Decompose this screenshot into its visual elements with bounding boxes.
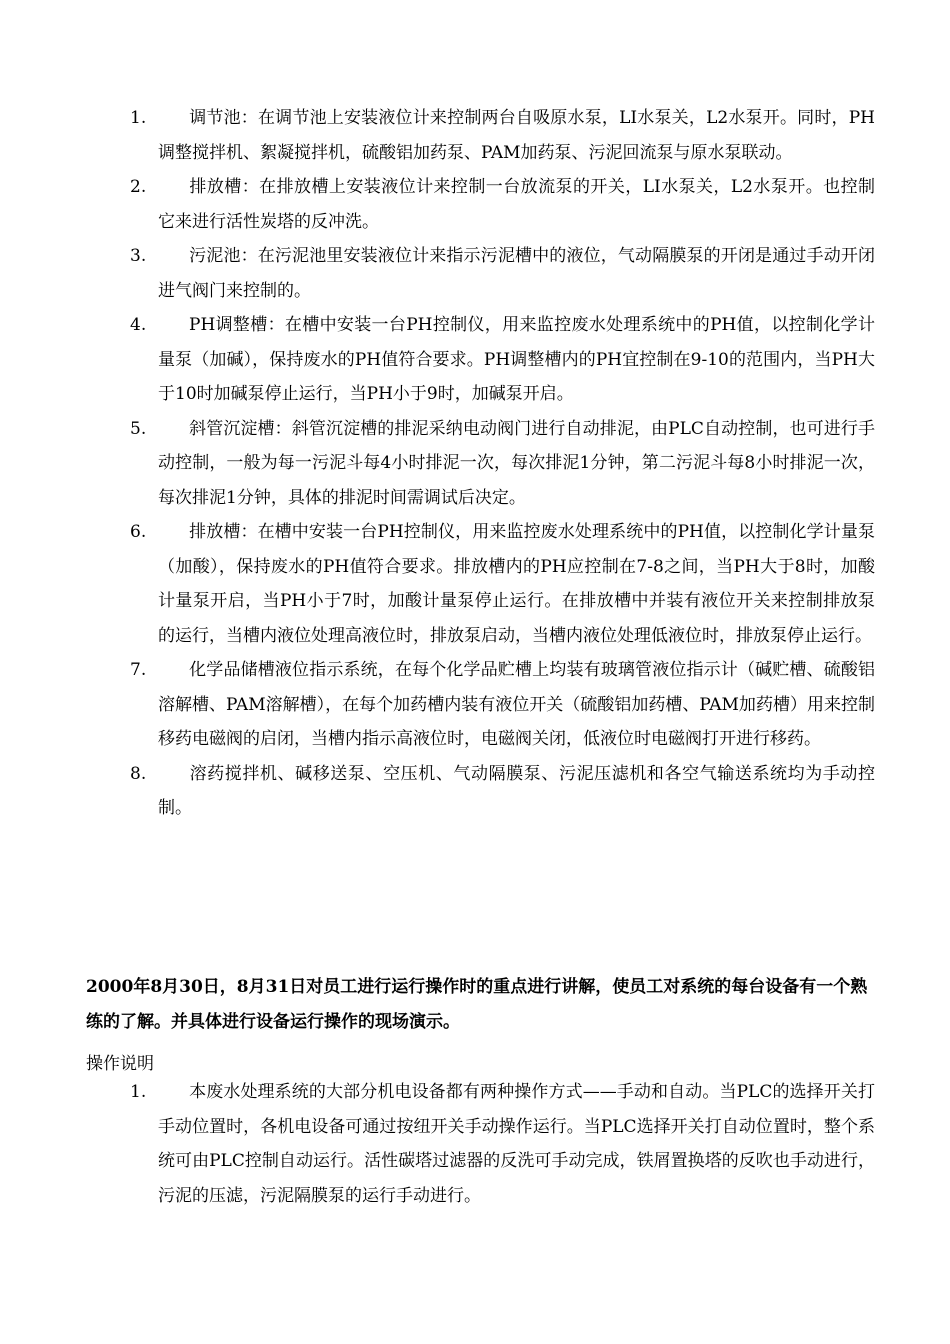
list-item-text: 排放槽：在排放槽上安装液位计来控制一台放流泵的开关，LI水泵关，L2水泵开。也控制它来进行活性炭塔的反冲洗。 [158,177,875,232]
list-item [0,515,950,653]
list-item-text: 斜管沉淀槽：斜管沉淀槽的排泥采纳电动阀门进行自动排泥，由PLC自动控制，也可进行手动控制，一般为每一污泥斗每4小时排泥一次，每次排泥1分钟，第二污泥斗每8小时排泥一次，每次排泥1分钟，具体的排泥时间需调试后决定。 [158,418,875,508]
list-item [0,412,950,516]
section-heading: 操作说明 [86,1054,154,1074]
list-item [0,757,950,826]
operation-instructions-list [0,1075,950,1213]
list-item-number: 1. [130,108,147,128]
list-item [0,308,950,412]
list-item-text: 污泥池：在污泥池里安装液位计来指示污泥槽中的液位，气动隔膜泵的开闭是通过手动开闭进气阀门来控制的。 [158,246,875,301]
list-item-text: 化学品储槽液位指示系统，在每个化学品贮槽上均装有玻璃管液位指示计（碱贮槽、硫酸铝溶解槽、PAM溶解槽），在每个加药槽内装有液位开关（硫酸铝加药槽、PAM加药槽）用来控制移药电磁阀的启闭，当槽内指示高液位时，电磁阀关闭，低液位时电磁阀打开进行移药。 [158,660,875,749]
control-description-list [0,101,950,826]
list-item-text: 排放槽：在槽中安装一台PH控制仪，用来监控废水处理系统中的PH值，以控制化学计量泵（加酸），保持废水的PH值符合要求。排放槽内的PH应控制在7-8之间，当PH大于8时，加酸计量泵开启，当PH小于7时，加酸计量泵停止运行。在排放槽中并装有液位开关来控制排放泵的运行，当槽内液位处理高液位时，排放泵启动，当槽内液位处理低液位时，排放泵停止运行。 [158,522,875,646]
list-item [0,239,950,308]
list-item [0,170,950,239]
list-item-number: 8. [130,763,147,784]
list-item-number: 2. [130,177,147,197]
list-item [0,1075,950,1213]
list-item-number: 5. [130,418,147,439]
list-item-text: 本废水处理系统的大部分机电设备都有两种操作方式——手动和自动。当PLC的选择开关打手动位置时，各机电设备可通过按纽开关手动操作运行。当PLC选择开关打自动位置时，整个系统可由PLC控制自动运行。活性碳塔过滤器的反洗可手动完成，铁屑置换塔的反吹也手动进行，污泥的压滤，污泥隔膜泵的运行手动进行。 [158,1082,875,1206]
list-item-number: 3. [130,246,147,266]
list-item-number: 1. [130,1082,147,1102]
list-item-text: 调节池：在调节池上安装液位计来控制两台自吸原水泵，LI水泵关，L2水泵开。同时，PH调整搅拌机、絮凝搅拌机，硫酸铝加药泵、PAM加药泵、污泥回流泵与原水泵联动。 [158,108,875,163]
list-item-number: 4. [130,315,147,335]
list-item-number: 6. [130,522,147,542]
list-item [0,101,950,170]
list-item-text: 溶药搅拌机、碱移送泵、空压机、气动隔膜泵、污泥压滤机和各空气输送系统均为手动控制。 [158,763,875,818]
training-note-paragraph: 2000年8月30日，8月31日对员工进行运行操作时的重点进行讲解，使员工对系统的每台设备有一个熟练的了解。并具体进行设备运行操作的现场演示。 [86,977,868,1032]
list-item-number: 7. [130,660,147,680]
list-item [0,653,950,757]
list-item-text: PH调整槽：在槽中安装一台PH控制仪，用来监控废水处理系统中的PH值，以控制化学计量泵（加碱），保持废水的PH值符合要求。PH调整槽内的PH宜控制在9-10的范围内，当PH大于10时加碱泵停止运行，当PH小于9时，加碱泵开启。 [158,315,875,404]
